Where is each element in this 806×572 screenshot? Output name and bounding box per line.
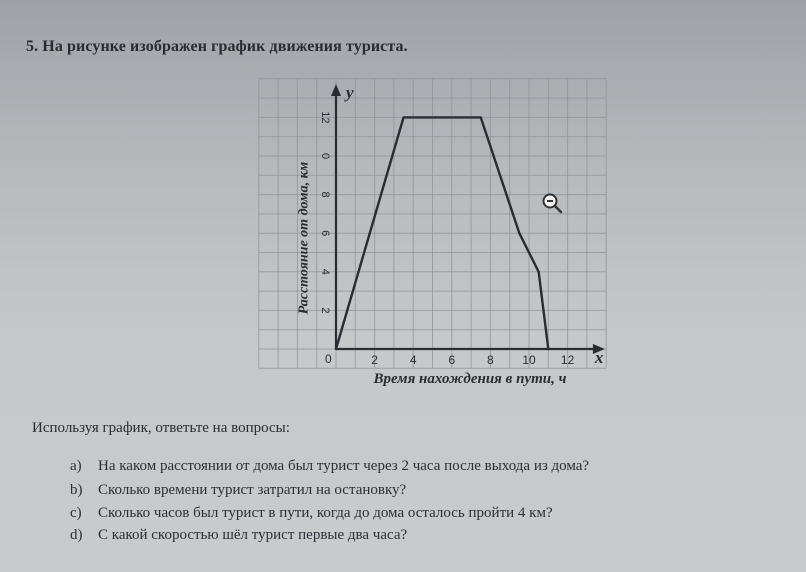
y-tick-label: 6 [319, 230, 331, 237]
question-label: d) [70, 527, 83, 543]
question-text: На каком расстоянии от дома был турист через 2 часа после выхода из дома? [98, 458, 590, 474]
y-tick-label: 4 [319, 268, 331, 275]
y-axis-letter: y [346, 82, 354, 102]
question-label: b) [70, 482, 83, 498]
x-tick-label: 10 [522, 353, 536, 367]
question-d [70, 527, 407, 544]
origin-label: 0 [325, 352, 332, 366]
x-axis-title: Время нахождения в пути, ч [373, 371, 567, 387]
y-tick-label: 0 [319, 152, 331, 160]
question-text: Сколько времени турист затратил на остановку? [98, 482, 407, 498]
x-tick-label: 2 [371, 353, 378, 367]
y-axis-arrow [331, 84, 341, 96]
task-title: 5. На рисунке изображен график движения туриста. [26, 38, 408, 55]
question-a [70, 458, 589, 475]
instruction-text: Используя график, ответьте на вопросы: [32, 420, 290, 436]
y-tick-label: 8 [319, 191, 331, 198]
zoom-out-icon[interactable] [541, 192, 565, 216]
y-tick-label: 2 [319, 307, 331, 314]
x-tick-label: 6 [448, 353, 456, 367]
chart-axes [331, 84, 605, 354]
question-c [70, 505, 553, 522]
x-tick-label: 8 [487, 353, 494, 367]
y-axis-title: Расстояние от дома, км [296, 161, 312, 315]
question-b [70, 482, 406, 499]
x-axis-letter: x [594, 348, 604, 367]
x-tick-label: 4 [409, 353, 417, 367]
question-text: Сколько часов был турист в пути, когда до дома осталось пройти 4 км? [98, 505, 553, 521]
y-tick-labels [319, 111, 331, 313]
x-tick-labels [371, 353, 574, 367]
x-tick-label: 12 [560, 353, 575, 367]
question-label: a) [70, 458, 82, 474]
y-tick-label: 12 [319, 111, 331, 124]
question-label: c) [70, 505, 82, 521]
question-text: С какой скоростью шёл турист первые два часа? [98, 527, 408, 543]
